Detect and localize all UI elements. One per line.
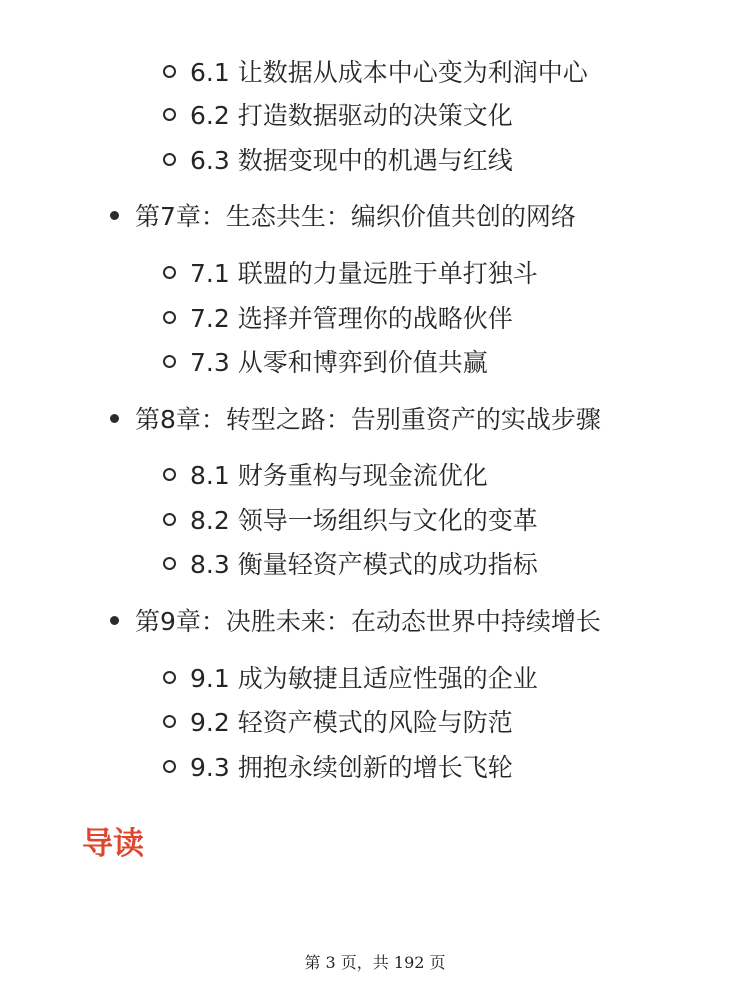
toc-item-6-1[interactable]: [163, 56, 588, 86]
toc-item-7-2[interactable]: [163, 302, 513, 332]
toc-item-label: 7.1 联盟的力量远胜于单打独斗: [190, 259, 538, 288]
toc-item-8-2[interactable]: [163, 504, 538, 534]
hollow-bullet-icon: [163, 153, 176, 166]
hollow-bullet-icon: [163, 715, 176, 728]
filled-bullet-icon: [110, 414, 119, 423]
filled-bullet-icon: [110, 616, 119, 625]
hollow-bullet-icon: [163, 468, 176, 481]
toc-item-6-3[interactable]: [163, 144, 513, 174]
toc-item-label: 9.1 成为敏捷且适应性强的企业: [190, 664, 538, 693]
hollow-bullet-icon: [163, 311, 176, 324]
toc-chapter-label: 第8章：转型之路：告别重资产的实战步骤: [135, 405, 601, 434]
toc-chapter-8[interactable]: [110, 402, 601, 434]
toc-chapter-9[interactable]: [110, 604, 601, 636]
toc-item-label: 9.3 拥抱永续创新的增长飞轮: [190, 753, 513, 782]
toc-item-7-3[interactable]: [163, 346, 488, 376]
toc-item-8-1[interactable]: [163, 459, 488, 489]
toc-chapter-label: 第7章：生态共生：编织价值共创的网络: [135, 202, 576, 231]
toc-item-label: 6.2 打造数据驱动的决策文化: [190, 101, 513, 130]
toc-item-label: 8.2 领导一场组织与文化的变革: [190, 506, 538, 535]
toc-item-6-2[interactable]: [163, 99, 513, 129]
hollow-bullet-icon: [163, 760, 176, 773]
section-heading: 导读: [82, 826, 144, 862]
toc-item-label: 6.3 数据变现中的机遇与红线: [190, 146, 513, 175]
toc-item-8-3[interactable]: [163, 548, 538, 578]
toc-item-label: 6.1 让数据从成本中心变为利润中心: [190, 58, 588, 87]
toc-item-label: 9.2 轻资产模式的风险与防范: [190, 708, 513, 737]
toc-item-9-3[interactable]: [163, 751, 513, 781]
toc-chapter-label: 第9章：决胜未来：在动态世界中持续增长: [135, 607, 601, 636]
toc-item-label: 7.2 选择并管理你的战略伙伴: [190, 304, 513, 333]
page-number-footer: 第 3 页，共 192 页: [304, 953, 446, 972]
hollow-bullet-icon: [163, 513, 176, 526]
hollow-bullet-icon: [163, 557, 176, 570]
filled-bullet-icon: [110, 211, 119, 220]
toc-item-7-1[interactable]: [163, 257, 538, 287]
hollow-bullet-icon: [163, 108, 176, 121]
toc-item-9-2[interactable]: [163, 706, 513, 736]
hollow-bullet-icon: [163, 266, 176, 279]
toc-chapter-7[interactable]: [110, 199, 576, 231]
toc-item-label: 7.3 从零和博弈到价值共赢: [190, 348, 488, 377]
toc-item-label: 8.3 衡量轻资产模式的成功指标: [190, 550, 538, 579]
hollow-bullet-icon: [163, 65, 176, 78]
hollow-bullet-icon: [163, 355, 176, 368]
toc-item-9-1[interactable]: [163, 662, 538, 692]
toc-item-label: 8.1 财务重构与现金流优化: [190, 461, 488, 490]
hollow-bullet-icon: [163, 671, 176, 684]
